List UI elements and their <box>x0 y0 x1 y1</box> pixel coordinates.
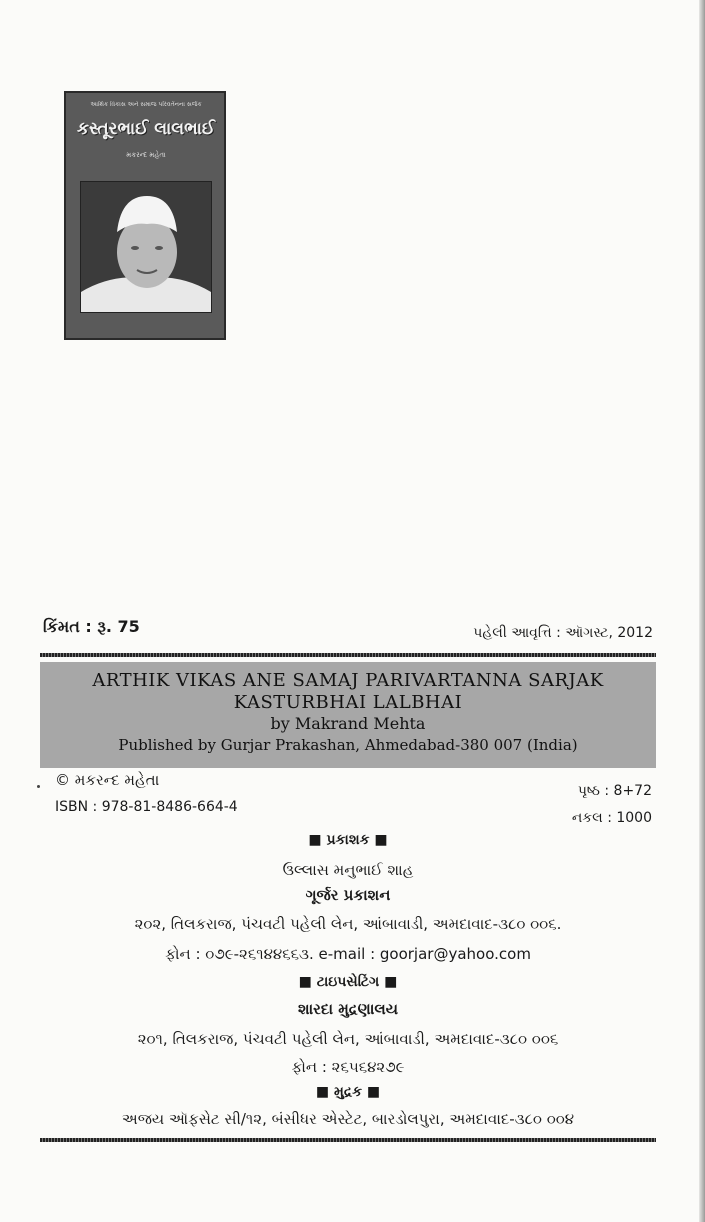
isbn: ISBN : 978-81-8486-664-4 <box>55 799 238 815</box>
cover-series-title: આર્થિક વિકાસ અને સમાજ પરિવર્તનના સર્જક <box>90 101 202 108</box>
book-cover-thumbnail <box>64 91 226 340</box>
english-title-line-2: KASTURBHAI LALBHAI <box>233 692 463 713</box>
english-author: by Makrand Mehta <box>270 714 426 733</box>
speck <box>37 785 40 788</box>
cover-author: મકરન્દ મહેતા <box>126 151 166 159</box>
page-edge-shadow <box>699 0 705 1222</box>
english-title-banner <box>40 662 656 768</box>
typesetting-address: ૨૦૧, તિલકરાજ, પંચવટી પહેલી લેન, આંબાવાડી, અમદાવાદ-૩૮૦ ૦૦૬ <box>137 1030 559 1048</box>
portrait-illustration <box>81 182 211 312</box>
printer-heading: ■ મુદ્રક ■ <box>315 1084 381 1100</box>
publisher-address: ૨૦૨, તિલકરાજ, પંચવટી પહેલી લેન, આંબાવાડી, અમદાવાદ-૩૮૦ ૦૦૬. <box>134 915 562 933</box>
publisher-name: ઉલ્લાસ મનુભાઈ શાહ <box>282 861 414 879</box>
cover-title: કસ્તૂરભાઈ લાલભાઈ <box>76 119 216 139</box>
typesetting-phone: ફોન : ૨૬૫૬૪૨૭૯ <box>291 1058 405 1076</box>
page-count: પૃષ્ઠ : 8+72 <box>577 783 652 799</box>
divider-bottom <box>40 1138 656 1142</box>
printer-address: અજય ઑફસેટ સી/૧૨, બંસીધર એસ્ટેટ, બારડોલપુરા, અમદાવાદ-૩૮૦ ૦૦૪ <box>121 1110 575 1128</box>
typesetting-firm: શારદા મુદ્રણાલય <box>297 1000 399 1018</box>
edition-info: પહેલી આવૃત્તિ : ઑગસ્ટ, 2012 <box>473 625 653 641</box>
english-title-line-1: ARTHIK VIKAS ANE SAMAJ PARIVARTANNA SARJAK <box>92 670 604 691</box>
price: કિંમત : રૂ. 75 <box>43 617 140 636</box>
divider-top <box>40 653 656 657</box>
copyright: © મકરન્દ મહેતા <box>55 771 160 789</box>
publisher-contact: ફોન : ૦૭૯-૨૬૧૪૪૬૬૩. e-mail : goorjar@yahoo.com <box>165 945 531 963</box>
publisher-firm: ગૂર્જર પ્રકાશન <box>305 886 391 904</box>
copies-count: નકલ : 1000 <box>571 810 652 826</box>
typesetting-heading: ■ ટાઇપસેટિંગ ■ <box>298 974 398 990</box>
cover-portrait-photo <box>80 181 212 313</box>
publisher-heading: ■ પ્રકાશક ■ <box>308 832 388 848</box>
english-publisher: Published by Gurjar Prakashan, Ahmedabad-380 007 (India) <box>118 736 578 754</box>
